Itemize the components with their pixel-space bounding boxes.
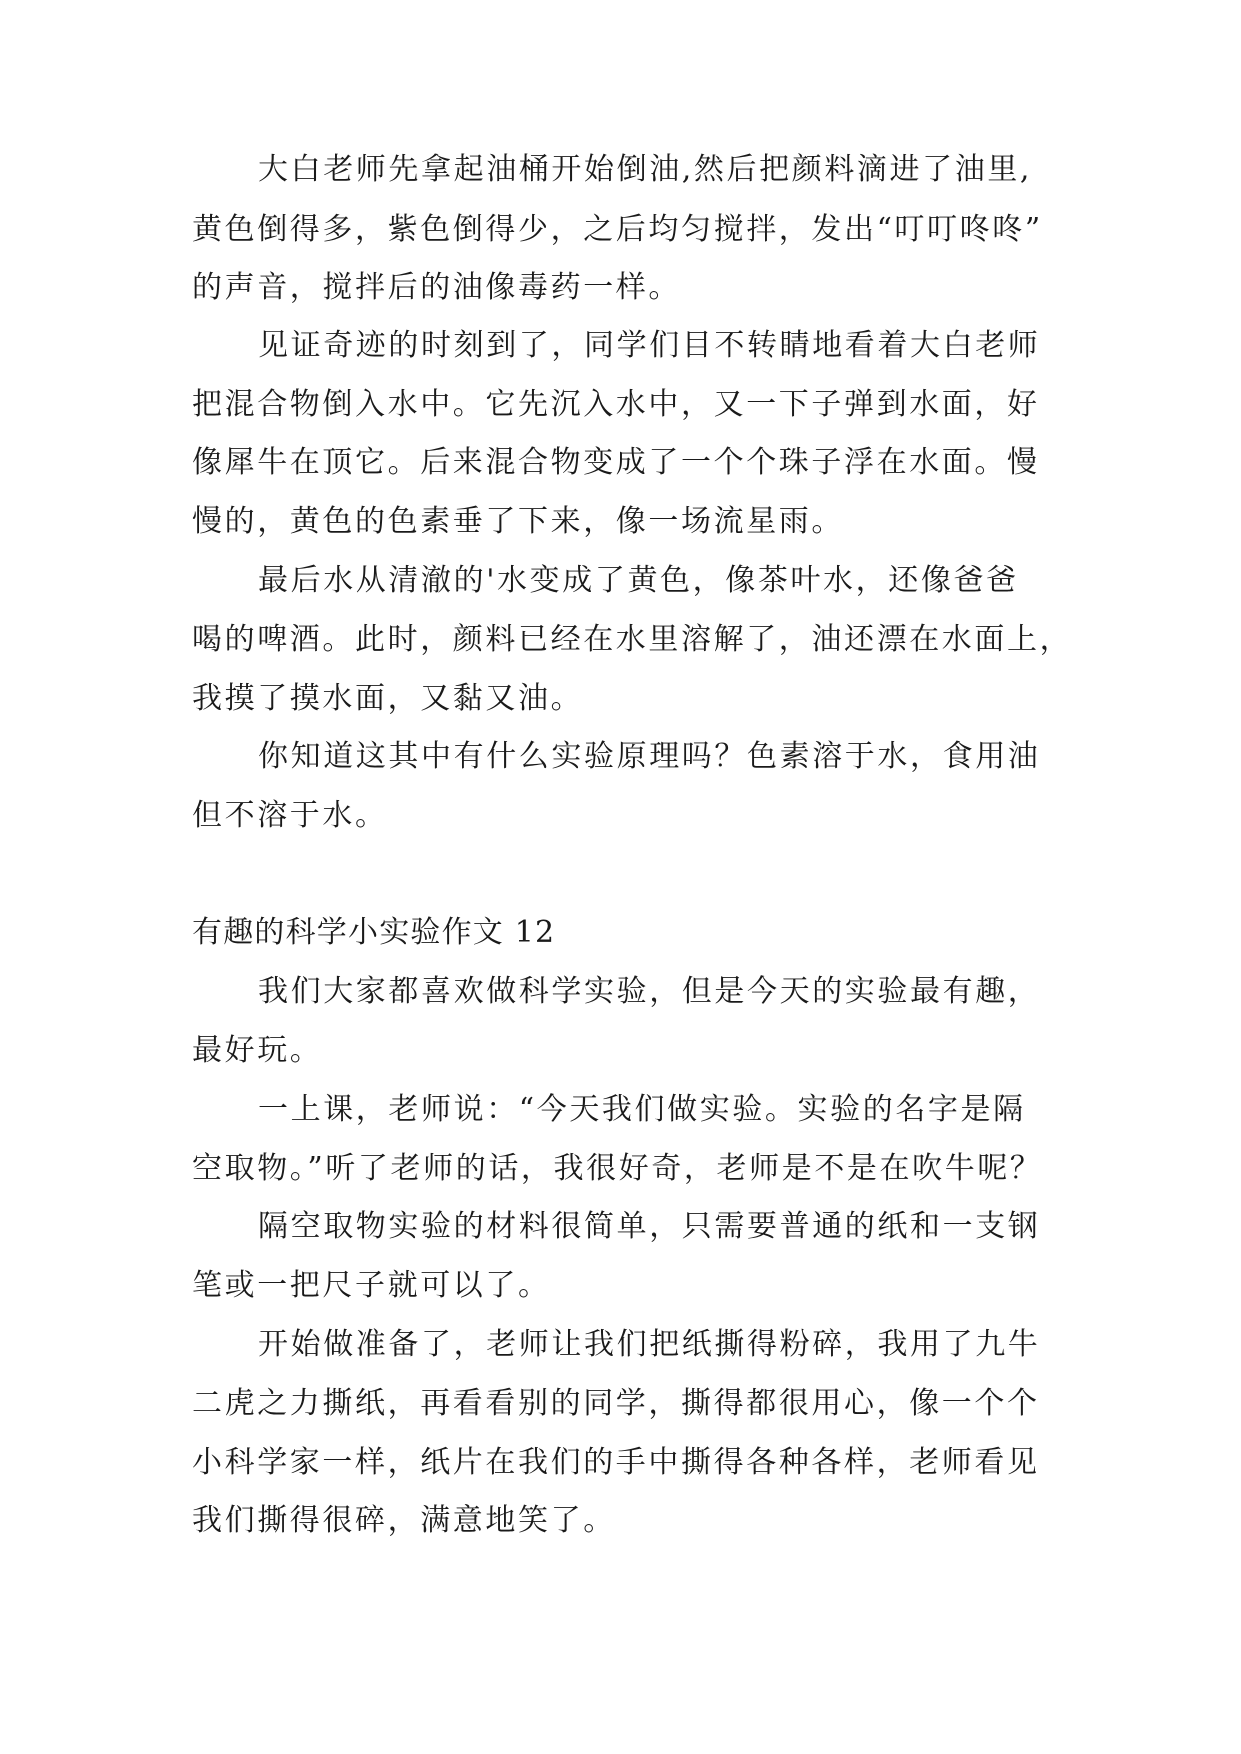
section-paragraph-4-line-2: 二虎之力撕纸，再看看别的同学，撕得都很用心，像一个个 <box>192 1386 1040 1421</box>
section-paragraph-3-line-1: 隔空取物实验的材料很简单，只需要普通的纸和一支钢 <box>258 1209 1041 1244</box>
paragraph-3-line-3: 我摸了摸水面，又黏又油。 <box>192 681 584 716</box>
paragraph-1-line-1: 大白老师先拿起油桶开始倒油,然后把颜料滴进了油里, <box>258 152 1033 187</box>
paragraph-2-line-4: 慢的，黄色的色素垂了下来，像一场流星雨。 <box>192 504 844 539</box>
section-paragraph-4-line-3: 小科学家一样，纸片在我们的手中撕得各种各样，老师看见 <box>192 1445 1040 1480</box>
section-paragraph-1-line-2: 最好玩。 <box>192 1033 323 1068</box>
paragraph-3-line-1: 最后水从清澈的'水变成了黄色，像茶叶水，还像爸爸 <box>258 563 1019 598</box>
section-paragraph-4-line-1: 开始做准备了，老师让我们把纸撕得粉碎，我用了九牛 <box>258 1327 1041 1362</box>
paragraph-2-line-2: 把混合物倒入水中。它先沉入水中，又一下子弹到水面，好 <box>192 387 1040 422</box>
paragraph-1-line-2: 黄色倒得多，紫色倒得少，之后均匀搅拌，发出“叮叮咚咚” <box>192 212 1043 247</box>
paragraph-2-line-3: 像犀牛在顶它。后来混合物变成了一个个珠子浮在水面。慢 <box>192 445 1040 480</box>
section-paragraph-1-line-1: 我们大家都喜欢做科学实验，但是今天的实验最有趣， <box>258 974 1041 1009</box>
section-paragraph-3-line-2: 笔或一把尺子就可以了。 <box>192 1268 551 1303</box>
paragraph-3-line-2: 喝的啤酒。此时，颜料已经在水里溶解了，油还漂在水面上， <box>192 622 1073 657</box>
paragraph-4-line-1: 你知道这其中有什么实验原理吗？色素溶于水，食用油 <box>258 739 1041 774</box>
section-paragraph-4-line-4: 我们撕得很碎，满意地笑了。 <box>192 1503 616 1538</box>
section-title: 有趣的科学小实验作文 12 <box>192 915 556 950</box>
paragraph-1-line-3: 的声音，搅拌后的油像毒药一样。 <box>192 270 681 305</box>
section-paragraph-2-line-1: 一上课，老师说：“今天我们做实验。实验的名字是隔 <box>258 1092 1026 1127</box>
section-paragraph-2-line-2: 空取物。”听了老师的话，我很好奇，老师是不是在吹牛呢？ <box>192 1151 1043 1186</box>
paragraph-4-line-2: 但不溶于水。 <box>192 798 388 833</box>
paragraph-2-line-1: 见证奇迹的时刻到了，同学们目不转睛地看着大白老师 <box>258 328 1041 363</box>
